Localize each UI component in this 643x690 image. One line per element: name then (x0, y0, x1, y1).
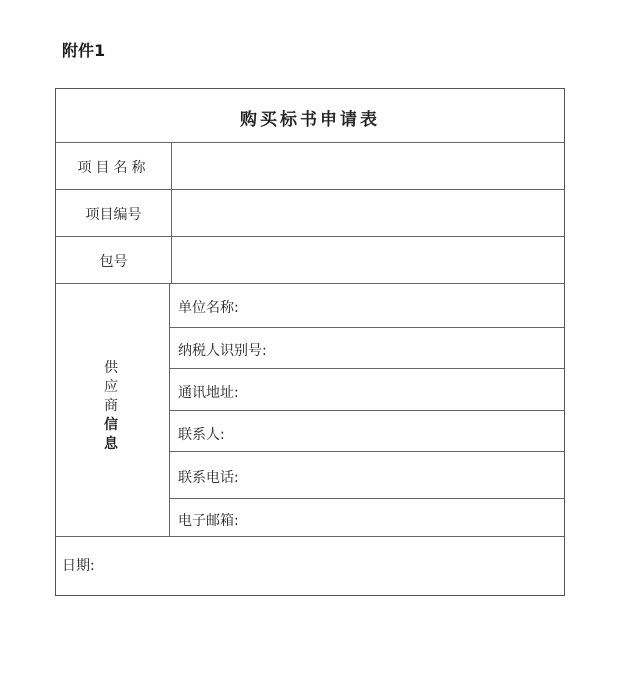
package-number-field[interactable] (173, 238, 562, 282)
contact-phone-field[interactable]: 联系电话: (178, 470, 239, 486)
form-title: 购买标书申请表 (240, 110, 380, 130)
row-divider (56, 236, 564, 237)
column-divider (171, 142, 172, 283)
company-name-field[interactable]: 单位名称: (178, 300, 239, 316)
package-number-label: 包号 (99, 254, 128, 270)
row-divider (169, 451, 564, 452)
column-divider (169, 283, 170, 536)
contact-person-field[interactable]: 联系人: (178, 427, 225, 443)
project-name-label: 项目名称 (77, 160, 150, 176)
supplier-label-char: 息 (104, 436, 118, 452)
project-number-label: 项目编号 (85, 207, 142, 223)
row-divider (169, 410, 564, 411)
supplier-label-char: 应 (104, 379, 118, 395)
project-number-field[interactable] (173, 191, 562, 235)
supplier-label-char: 信 (104, 417, 118, 433)
date-field[interactable]: 日期: (62, 558, 95, 574)
row-divider (56, 189, 564, 190)
row-divider (56, 283, 564, 284)
supplier-label-char: 商 (104, 398, 118, 414)
row-divider (169, 327, 564, 328)
row-divider (56, 142, 564, 143)
mailing-address-field[interactable]: 通讯地址: (178, 385, 239, 401)
row-divider (169, 498, 564, 499)
email-field[interactable]: 电子邮箱: (178, 513, 239, 529)
attachment-label: 附件1 (62, 41, 106, 60)
row-divider (56, 536, 564, 537)
application-form (55, 88, 565, 596)
project-name-field[interactable] (173, 144, 562, 188)
supplier-label-char: 供 (104, 360, 118, 376)
taxpayer-id-field[interactable]: 纳税人识别号: (178, 343, 267, 359)
row-divider (169, 368, 564, 369)
supplier-info-label (86, 359, 136, 454)
